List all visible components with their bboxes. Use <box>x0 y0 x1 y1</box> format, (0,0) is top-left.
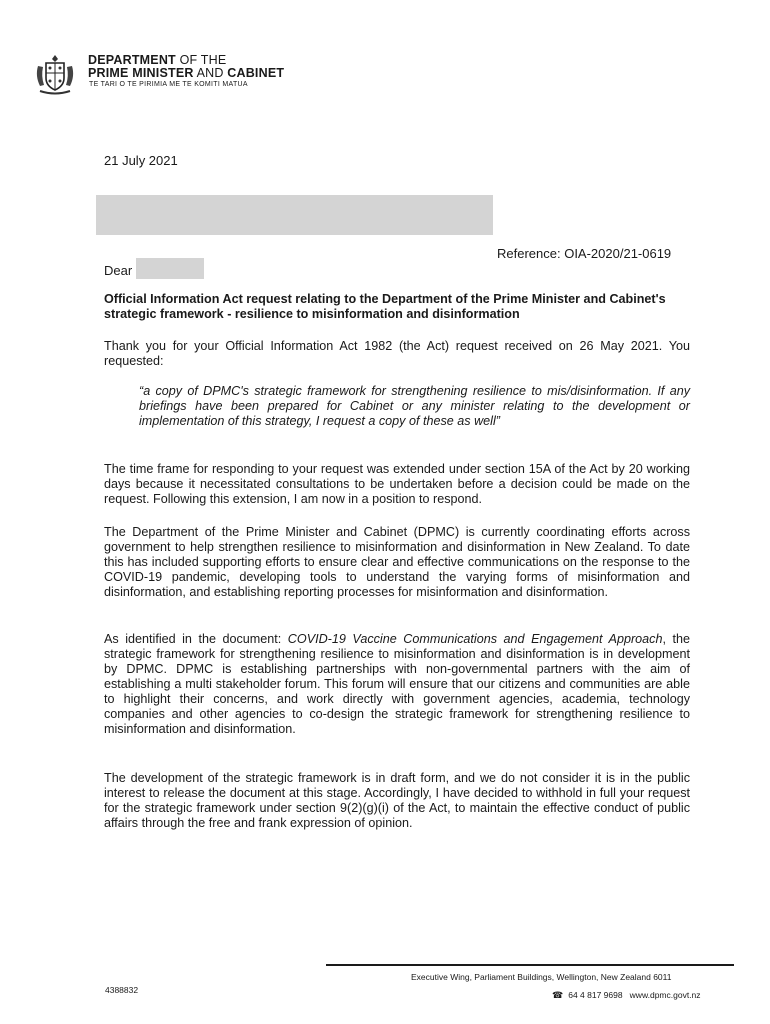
paragraph-dpmc-efforts: The Department of the Prime Minister and Cabinet (DPMC) is currently coordinating efforts across government to help strengthen resilience to misinformation and disinformation in New Zealand. To date this has included supporting efforts to ensure clear and effective communications on the response to the COVID-19 pandemic, developing tools to understand the varying forms of misinformation and disinformation, and establishing reporting processes for misinformation and disinformation. <box>104 525 690 599</box>
department-name-line2: PRIME MINISTER AND CABINET <box>88 66 285 80</box>
paragraph-withhold-decision: The development of the strategic framework is in draft form, and we do not consider it is in the public interest to release the document at this stage. Accordingly, I have decided to withhold in full your request for the strategic framework under section 9(2)(g)(i) of the Act, to maintain the effective conduct of public affairs through the free and frank expression of opinion. <box>104 771 690 830</box>
redacted-recipient-name <box>136 258 204 279</box>
department-name-line1: DEPARTMENT OF THE <box>88 53 227 67</box>
document-title: COVID-19 Vaccine Communications and Engagement Approach <box>287 632 663 646</box>
footer-address: Executive Wing, Parliament Buildings, Wellington, New Zealand 6011 <box>411 972 672 982</box>
reference-number: Reference: OIA-2020/21-0619 <box>497 246 672 261</box>
request-quote: “a copy of DPMC's strategic framework for strengthening resilience to mis/disinformation. If any briefings have been prepared for Cabinet or any minister relating to the development or implementation of this strategy, I request a copy of these as well” <box>139 384 690 428</box>
intro-paragraph: Thank you for your Official Information Act 1982 (the Act) request received on 26 May 2021. You requested: <box>104 339 690 368</box>
maori-department-name: TE TARI O TE PIRIMIA ME TE KOMITI MATUA <box>89 81 248 88</box>
footer-divider <box>326 964 734 966</box>
footer-contact <box>552 990 701 1001</box>
footer-phone: 64 4 817 9698 <box>568 990 623 1000</box>
letter-subject: Official Information Act request relating to the Department of the Prime Minister and Cabinet's strategic framework - resilience to misinformation and disinformation <box>104 292 666 321</box>
redacted-recipient-address <box>96 195 493 235</box>
document-number: 4388832 <box>105 985 139 995</box>
footer-website[interactable]: www.dpmc.govt.nz <box>629 990 701 1000</box>
paragraph-framework-development: As identified in the document: COVID-19 Vaccine Communications and Engagement Approach, the strategic framework for strengthening resilience to misinformation and disinformation is in development by DPMC. DPMC is establishing partnerships with non-governmental partners with the aim of establishing a multi stakeholder forum. This forum will ensure that our citizens and communities are able to highlight their concerns, and work directly with government agencies, academia, technology companies and other agencies to co-design the strategic framework for strengthening resilience to misinformation and disinformation. <box>104 632 690 736</box>
phone-icon: ☎ <box>552 990 564 1000</box>
letter-date: 21 July 2021 <box>104 153 178 168</box>
paragraph-timeframe: The time frame for responding to your request was extended under section 15A of the Act by 20 working days because it necessitated consultations to be undertaken before a decision could be made on the request. Following this extension, I am now in a position to respond. <box>104 462 690 506</box>
salutation: Dear <box>104 263 133 278</box>
coat-of-arms-icon <box>32 52 78 96</box>
